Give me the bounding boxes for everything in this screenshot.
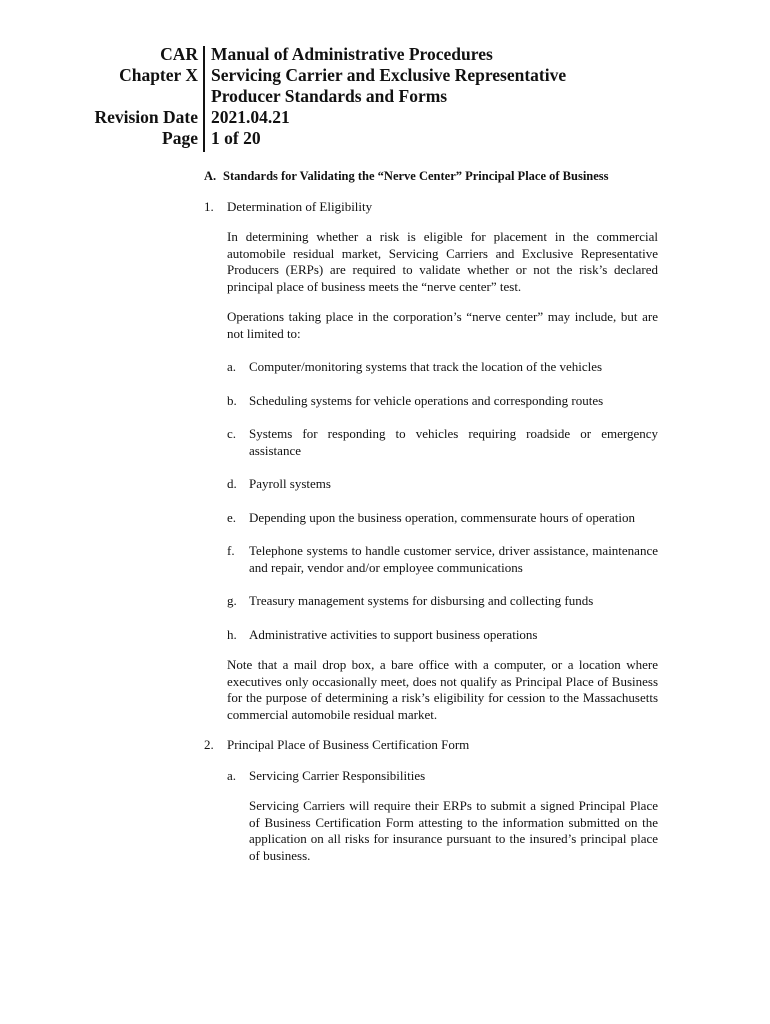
- document-body: [204, 168, 658, 864]
- list-text: Depending upon the business operation, commensurate hours of operation: [249, 509, 635, 525]
- section-letter: A.: [204, 169, 217, 183]
- list-item: [227, 627, 658, 644]
- header-row-chapter: [0, 65, 770, 86]
- paragraph: Operations taking place in the corporation’s “nerve center” may include, but are not limited to:: [227, 309, 658, 341]
- list-item: [227, 593, 658, 610]
- list-item: [227, 510, 658, 527]
- list-letter: e.: [227, 509, 237, 525]
- manual-title: Manual of Administrative Procedures: [211, 44, 493, 64]
- header-label: Chapter X: [119, 65, 198, 85]
- list-text: Telephone systems to handle customer service, driver assistance, maintenance and repair, vendor and/or employee communications: [249, 543, 658, 575]
- list-item: [227, 359, 658, 376]
- item-1-heading: [204, 199, 658, 216]
- list-letter: d.: [227, 476, 237, 491]
- list-text: Systems for responding to vehicles requiring roadside or emergency assistance: [249, 426, 658, 458]
- revision-date: 2021.04.21: [211, 107, 290, 127]
- list-text: Administrative activities to support business operations: [249, 626, 538, 642]
- item-number: 1.: [204, 198, 214, 214]
- list-letter: g.: [227, 593, 237, 608]
- item-2-heading: [204, 737, 658, 754]
- nerve-center-operations-list: [227, 359, 658, 643]
- list-text: Scheduling systems for vehicle operations and corresponding routes: [249, 392, 604, 408]
- header-label: Revision Date: [94, 107, 198, 127]
- section-heading: [204, 168, 658, 185]
- page-number: 1 of 20: [211, 128, 261, 148]
- paragraph: Servicing Carriers will require their ERPs to submit a signed Principal Place of Business Certification Form attesting to the information submitted on the application on all risks for insurance pursuant to the insured’s principal place of business.: [249, 798, 658, 863]
- list-item: [227, 426, 658, 459]
- list-letter: h.: [227, 626, 237, 642]
- list-letter: a.: [227, 359, 237, 374]
- paragraph: In determining whether a risk is eligible for placement in the commercial automobile residual market, Servicing Carriers and Exclusive Representative Producers (ERPs) are required to validate whether or not the risk’s declared principal place of business meets the “nerve center” test.: [227, 229, 658, 294]
- certification-subsection: [227, 768, 658, 785]
- chapter-title: Servicing Carrier and Exclusive Representative: [211, 65, 567, 85]
- list-letter: b.: [227, 392, 237, 408]
- note-paragraph: Note that a mail drop box, a bare office with a computer, or a location where executives only occasionally meet, does not qualify as Principal Place of Business for the purpose of determining a risk’s eligibility for cession to the Massachusetts commercial automobile residual market.: [227, 657, 658, 722]
- header-row-chapter-cont: [0, 86, 770, 107]
- list-item: [227, 393, 658, 410]
- header-row-page: [0, 128, 770, 149]
- list-item: [227, 543, 658, 576]
- subsection-letter: a.: [227, 767, 237, 783]
- subsection-title: Servicing Carrier Responsibilities: [249, 767, 426, 783]
- header-row-car: [0, 44, 770, 65]
- header-row-revision: [0, 107, 770, 128]
- section-title: Standards for Validating the “Nerve Center” Principal Place of Business: [223, 169, 609, 183]
- header-label: CAR: [160, 44, 198, 64]
- header-label: Page: [162, 128, 198, 148]
- header-divider: [203, 46, 205, 152]
- list-item: [227, 476, 658, 493]
- list-text: Payroll systems: [249, 476, 331, 491]
- subsection-heading: [227, 768, 658, 785]
- item-number: 2.: [204, 737, 214, 752]
- list-text: Computer/monitoring systems that track the location of the vehicles: [249, 359, 603, 374]
- document-header: [0, 44, 770, 149]
- list-letter: c.: [227, 426, 237, 441]
- item-title: Principal Place of Business Certification Form: [227, 737, 470, 752]
- chapter-title-continued: Producer Standards and Forms: [211, 86, 448, 106]
- item-title: Determination of Eligibility: [227, 198, 373, 214]
- list-letter: f.: [227, 543, 235, 558]
- list-text: Treasury management systems for disbursing and collecting funds: [249, 593, 594, 608]
